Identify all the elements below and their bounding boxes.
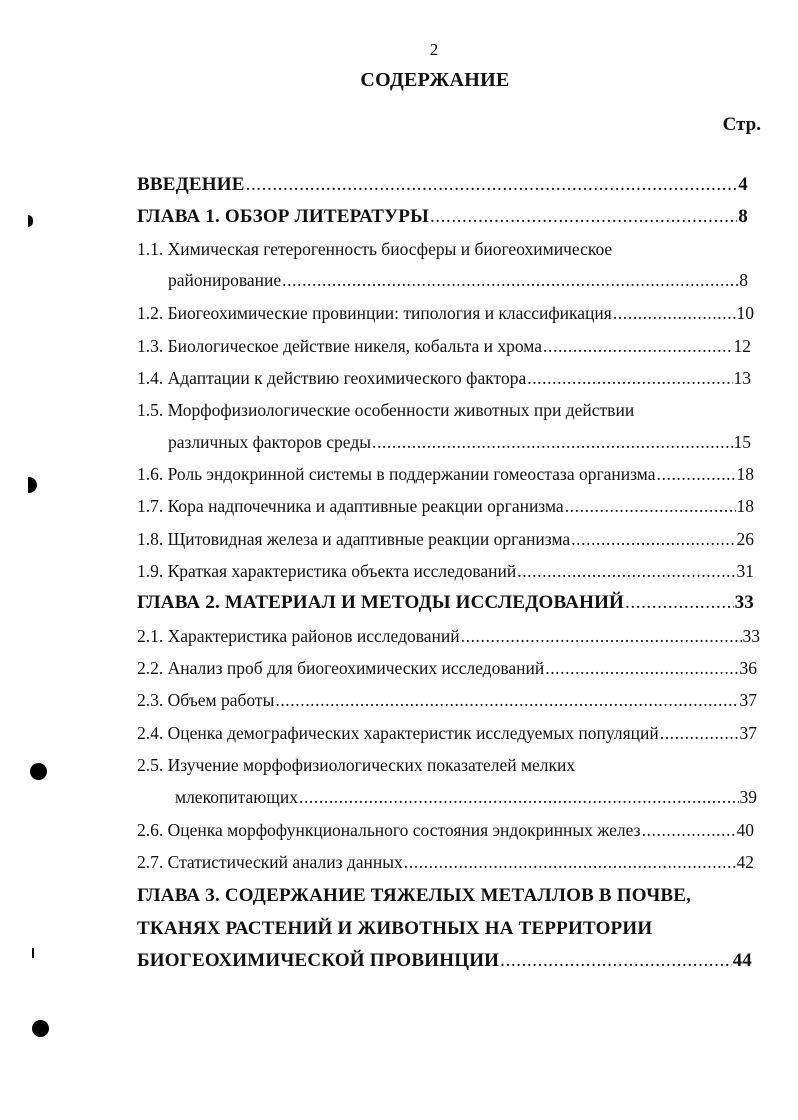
toc-entry-label: различных факторов среды — [168, 432, 371, 452]
toc-entry-1-1-line1[interactable]: 1.1. Химическая гетерогенность биосферы и биогеохимическое — [137, 239, 613, 259]
leader-dots — [430, 202, 737, 232]
scan-mark — [28, 477, 37, 493]
toc-entry-chapter-3-line1[interactable]: ГЛАВА 3. СОДЕРЖАНИЕ ТЯЖЕЛЫХ МЕТАЛЛОВ В ПОЧВЕ, — [137, 885, 692, 906]
toc-entry-page: 18 — [736, 464, 754, 484]
toc-entry-label: млекопитающих — [175, 787, 298, 807]
toc-entry-label: районирование — [168, 270, 282, 290]
toc-entry-page: 10 — [736, 303, 754, 323]
leader-dots — [527, 363, 732, 393]
toc-entry-label: ВВЕДЕНИЕ — [137, 174, 245, 195]
toc-entry-label: 1.6. Роль эндокринной системы в поддержании гомеостаза организма — [137, 464, 656, 484]
toc-entry-label: 2.3. Объем работы — [137, 690, 275, 710]
toc-entry-page: 31 — [736, 561, 754, 581]
page-column-label: Стр. — [722, 114, 761, 135]
toc-entry-label: 1.2. Биогеохимические провинции: типология и классификация — [137, 303, 612, 323]
toc-entry-page: 18 — [736, 496, 754, 516]
toc-entry-2-5-line1[interactable]: 2.5. Изучение морфофизиологических показателей мелких — [137, 755, 576, 775]
leader-dots — [660, 718, 739, 748]
scan-hole — [32, 1020, 49, 1037]
leader-dots — [372, 427, 733, 457]
toc-entry-1-1-line2[interactable] — [168, 265, 748, 295]
leader-dots — [299, 782, 739, 812]
toc-entry-page: 40 — [736, 820, 754, 840]
leader-dots — [461, 621, 742, 651]
toc-entry-label: БИОГЕОХИМИЧЕСКОЙ ПРОВИНЦИИ — [137, 950, 500, 971]
toc-entry-label: ГЛАВА 2. МАТЕРИАЛ И МЕТОДЫ ИССЛЕДОВАНИЙ — [137, 592, 625, 613]
toc-entry-2-2[interactable] — [137, 653, 757, 683]
toc-entry-label: 2.7. Статистический анализ данных — [137, 852, 403, 872]
leader-dots — [543, 331, 732, 361]
page-number: 2 — [429, 40, 439, 59]
toc-entry-label: 2.1. Характеристика районов исследований — [137, 626, 460, 646]
toc-entry-page: 12 — [733, 336, 751, 356]
toc-entry-label: 1.7. Кора надпочечника и адаптивные реакции организма — [137, 496, 564, 516]
toc-entry-label: 1.4. Адаптации к действию геохимического фактора — [137, 368, 527, 388]
toc-entry-label: 2.4. Оценка демографических характеристик исследуемых популяций — [137, 723, 659, 743]
leader-dots — [642, 815, 736, 845]
toc-entry-page: 4 — [738, 174, 748, 195]
toc-entry-page: 8 — [739, 270, 748, 290]
toc-entry-page: 33 — [734, 592, 754, 613]
scan-mark — [32, 948, 34, 958]
leader-dots — [657, 459, 736, 489]
toc-entry-page: 26 — [736, 529, 754, 549]
toc-entry-page: 37 — [739, 690, 757, 710]
toc-entry-2-7[interactable] — [137, 847, 754, 877]
toc-entry-1-7[interactable] — [137, 491, 754, 521]
toc-entry-label: 2.6. Оценка морфофункционального состояния эндокринных желез — [137, 820, 641, 840]
leader-dots — [517, 556, 735, 586]
leader-dots — [275, 685, 738, 715]
toc-entry-label: 2.2. Анализ проб для биогеохимических исследований — [137, 658, 545, 678]
leader-dots — [571, 524, 735, 554]
toc-entry-2-6[interactable] — [137, 815, 754, 845]
toc-entry-1-9[interactable] — [137, 556, 754, 586]
toc-entry-chapter-1[interactable] — [137, 202, 748, 232]
leader-dots — [500, 946, 731, 976]
scan-hole — [30, 763, 47, 780]
toc-entry-introduction[interactable] — [137, 170, 748, 200]
toc-entry-label: ГЛАВА 1. ОБЗОР ЛИТЕРАТУРЫ — [137, 206, 429, 227]
toc-entry-page: 44 — [732, 950, 752, 971]
toc-entry-label: 1.9. Краткая характеристика объекта исследований — [137, 561, 517, 581]
leader-dots — [613, 298, 736, 328]
leader-dots — [565, 491, 736, 521]
leader-dots — [282, 265, 738, 295]
scan-mark — [28, 215, 33, 227]
page-title: СОДЕРЖАНИЕ — [360, 69, 510, 91]
toc-entry-2-1[interactable] — [137, 621, 760, 651]
toc-entry-1-6[interactable] — [137, 459, 754, 489]
leader-dots — [625, 588, 734, 618]
toc-entry-page: 13 — [733, 368, 751, 388]
toc-entry-label: 1.8. Щитовидная железа и адаптивные реакции организма — [137, 529, 571, 549]
leader-dots — [404, 847, 736, 877]
toc-entry-chapter-3-line2[interactable]: ТКАНЯХ РАСТЕНИЙ И ЖИВОТНЫХ НА ТЕРРИТОРИИ — [137, 918, 653, 939]
toc-entry-page: 42 — [736, 852, 754, 872]
toc-entry-label: 1.3. Биологическое действие никеля, кобальта и хрома — [137, 336, 543, 356]
toc-entry-1-8[interactable] — [137, 524, 754, 554]
toc-entry-page: 15 — [733, 432, 751, 452]
toc-entry-page: 8 — [738, 206, 748, 227]
toc-entry-1-5-line2[interactable] — [168, 427, 751, 457]
leader-dots — [246, 170, 738, 200]
toc-entry-2-4[interactable] — [137, 718, 757, 748]
toc-entry-1-5-line1[interactable]: 1.5. Морфофизиологические особенности животных при действии — [137, 400, 635, 420]
toc-entry-chapter-3-line3[interactable] — [137, 946, 752, 976]
toc-entry-page: 37 — [739, 723, 757, 743]
toc-entry-1-3[interactable] — [137, 331, 751, 361]
toc-entry-1-2[interactable] — [137, 298, 754, 328]
toc-entry-2-5-line2[interactable] — [175, 782, 757, 812]
toc-entry-page: 33 — [742, 626, 760, 646]
toc-entry-2-3[interactable] — [137, 685, 757, 715]
toc-entry-page: 36 — [739, 658, 757, 678]
toc-entry-chapter-2[interactable] — [137, 588, 754, 618]
leader-dots — [545, 653, 738, 683]
toc-entry-page: 39 — [739, 787, 757, 807]
toc-entry-1-4[interactable] — [137, 363, 751, 393]
